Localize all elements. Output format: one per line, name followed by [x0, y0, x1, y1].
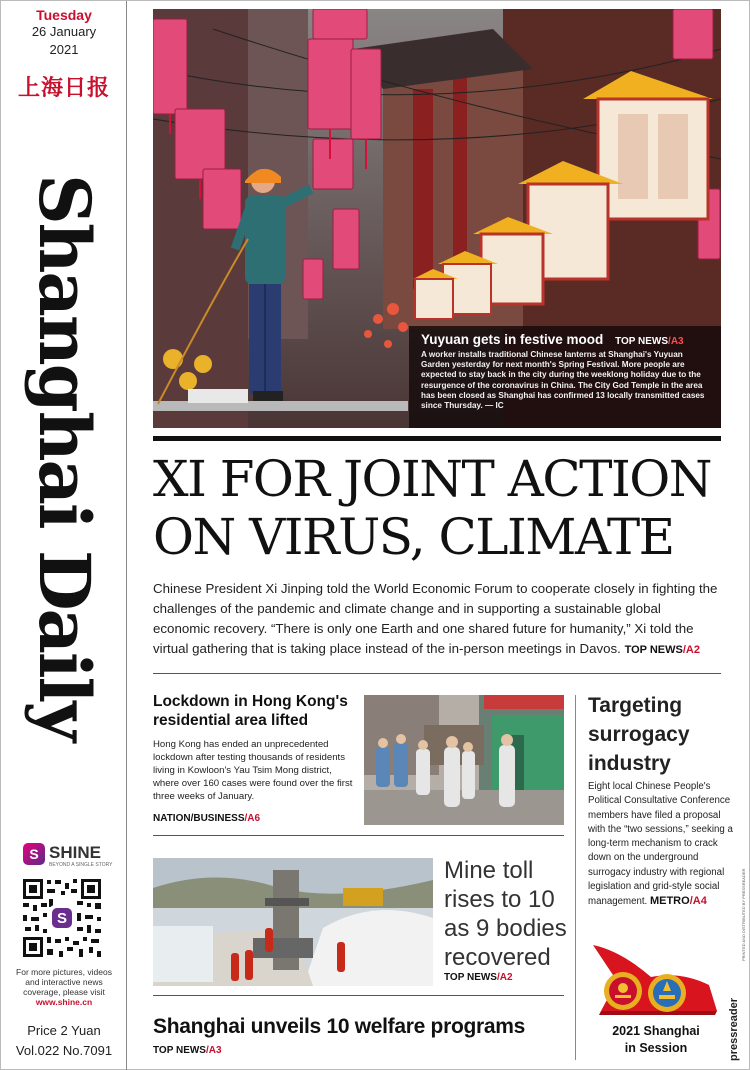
- surrogacy-headline[interactable]: Targeting surrogacy industry: [588, 694, 690, 775]
- lead-body: [153, 579, 721, 660]
- lead-body-text: Chinese President Xi Jinping told the World Economic Forum to cooperate closely in fighting the challenges of the pandemic and climate change and in supporting a sustainable global economic recovery. “There is only one Earth and one shared future for humanity,” Xi told the virtual gathering that is taking place instead of the in-person meetings in Davos.: [153, 581, 718, 656]
- lead-section-label: TOP NEWS: [624, 644, 683, 656]
- shine-url-link[interactable]: www.shine.cn: [35, 997, 93, 1007]
- surrogacy-body: [588, 780, 736, 910]
- hero-photo[interactable]: [153, 9, 721, 428]
- mine-page-ref[interactable]: [444, 972, 513, 983]
- hk-page-number: /A6: [244, 813, 261, 824]
- hero-caption-text: A worker installs traditional Chinese lanterns at Shanghai's Yuyuan Garden yesterday for next month's Spring Festival. More people are expected to stay back in the city during the weeklong holiday due to the resurgence of the coronavirus in China. The City God Temple in the area has been closed as Shanghai has confirmed 13 locally transmitted cases since Thursday. — IC: [421, 350, 705, 411]
- hk-page-ref[interactable]: [153, 813, 260, 824]
- qr-code-icon[interactable]: [21, 877, 103, 959]
- welfare-page-ref[interactable]: [153, 1045, 222, 1056]
- hk-street-image: [364, 695, 564, 825]
- section-divider: [153, 835, 564, 836]
- svg-text:S: S: [56, 910, 68, 927]
- hero-page-number: /A3: [668, 336, 684, 347]
- surrogacy-section-label: METRO: [649, 895, 690, 908]
- issue-volume: Vol.022 No.7091: [15, 1043, 113, 1058]
- surrogacy-body-text: Eight local Chinese People's Political Consultative Conference members have filed a proposal with the “two sessions,” seeking a long-term mechanism to crack down on the underground surrogacy industry with regional legislation and grid-style social management.: [588, 781, 733, 908]
- shine-s-icon: S: [23, 843, 45, 865]
- shine-logo[interactable]: [23, 843, 113, 871]
- lead-headline[interactable]: [153, 450, 721, 566]
- hero-headline-text: Yuyuan gets in festive mood: [421, 332, 604, 347]
- mine-section-label: TOP NEWS: [444, 972, 497, 983]
- column-divider: [575, 695, 576, 1060]
- hero-caption-box: [409, 326, 721, 428]
- session-title-line2: in Session: [624, 1041, 688, 1055]
- shine-wordmark: SHINE: [49, 843, 101, 862]
- session-title-line1: 2021 Shanghai: [612, 1024, 700, 1038]
- hero-page-ref[interactable]: [615, 336, 684, 347]
- lead-page-number: /A2: [682, 644, 700, 656]
- lead-page-ref[interactable]: [625, 644, 700, 656]
- surrogacy-page-ref[interactable]: [650, 895, 707, 907]
- welfare-section-label: TOP NEWS: [153, 1045, 206, 1056]
- lead-headline-line1: XI FOR JOINT ACTION: [153, 450, 711, 508]
- hk-body: Hong Kong has ended an unprecedented lockdown after testing thousands of residents living in Kowloon's Yau Tsim Mong district, where over 160 cases were found over the first three weeks of January.: [153, 739, 353, 802]
- shine-tagline: BEYOND A SINGLE STORY: [49, 862, 113, 868]
- session-title[interactable]: [591, 1023, 721, 1057]
- masthead-column: [1, 1, 127, 1070]
- chinese-masthead: 上海日报: [17, 75, 110, 100]
- surrogacy-page-number: /A4: [689, 895, 707, 908]
- mine-photo[interactable]: [153, 858, 433, 986]
- mine-rescue-image: [153, 858, 433, 986]
- mine-headline[interactable]: Mine toll rises to 10 as 9 bodies recovered: [444, 857, 567, 971]
- lead-headline-line2: ON VIRUS, CLIMATE: [153, 508, 674, 566]
- two-sessions-emblem-icon[interactable]: [591, 941, 721, 1019]
- section-divider: [153, 673, 721, 674]
- issue-price: Price 2 Yuan: [27, 1023, 101, 1038]
- hk-photo[interactable]: [364, 695, 564, 825]
- qr-note-text: For more pictures, videos and interactive news coverage, please visit: [16, 967, 112, 997]
- issue-day: Tuesday: [36, 7, 92, 23]
- issue-date: 26 January: [31, 24, 97, 39]
- hero-headline[interactable]: [421, 332, 713, 347]
- qr-note: [9, 967, 119, 1007]
- pressreader-strip-text: PRINTED AND DISTRIBUTED BY PRESSREADER: [741, 868, 746, 961]
- hk-section-label: NATION/BUSINESS: [153, 813, 245, 824]
- hero-section-label: TOP NEWS: [615, 336, 669, 347]
- hk-headline[interactable]: Lockdown in Hong Kong's residential area lifted: [153, 693, 348, 729]
- welfare-page-number: /A3: [205, 1045, 222, 1056]
- section-divider-thick: [153, 436, 721, 441]
- mine-page-number: /A2: [496, 972, 513, 983]
- masthead-title: Shanghai Daily: [23, 174, 106, 740]
- pressreader-logo: pressreader: [728, 998, 740, 1061]
- section-divider: [153, 995, 564, 996]
- issue-year: 2021: [49, 42, 79, 57]
- welfare-headline[interactable]: Shanghai unveils 10 welfare programs: [153, 1015, 525, 1038]
